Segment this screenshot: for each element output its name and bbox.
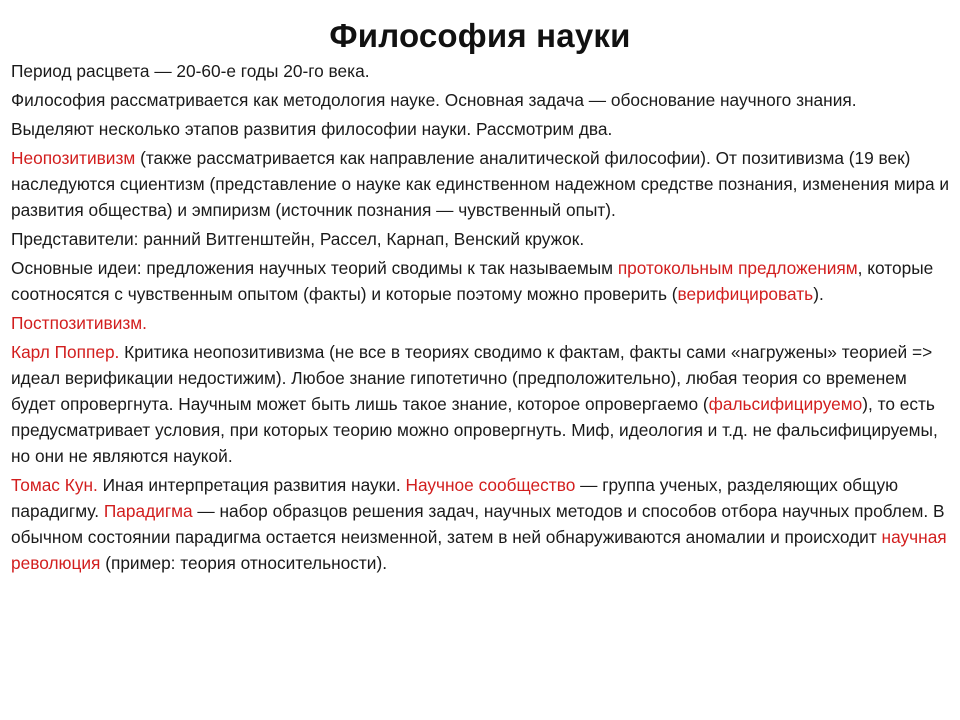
paragraph-text: Выделяют несколько этапов развития философии науки. Рассмотрим два. [11, 119, 613, 139]
paragraph-text: — набор образцов решения задач, научных методов и способов отбора научных проблем. В обычном состоянии парадигма остается неизменной, затем в ней обнаруживаются аномалии и происходит [11, 501, 945, 547]
paragraph-8 [11, 339, 951, 469]
highlighted-term: Томас Кун. [11, 475, 98, 495]
paragraph-text: Период расцвета — 20-60-е годы 20-го века. [11, 61, 370, 81]
highlighted-term: Карл Поппер. [11, 342, 120, 362]
paragraph-6 [11, 255, 951, 307]
highlighted-term: фальсифицируемо [708, 394, 863, 414]
highlighted-term: протокольным предложениям [617, 258, 858, 278]
paragraph-text: Иная интерпретация развития науки. [97, 475, 406, 495]
paragraph-text: (также рассматривается как направление аналитической философии). От позитивизма (19 век) наследуются сциентизм (представление о науке как единственном надежном средстве познания, изменения мира и развития общества) и эмпиризм (источник познания — чувственный опыт). [11, 148, 950, 220]
highlighted-term: Научное сообщество [405, 475, 576, 495]
highlighted-term: верифицировать [677, 284, 814, 304]
paragraph-text: (пример: теория относительности). [100, 553, 388, 573]
slide-body [11, 58, 951, 579]
paragraph-text: ). [813, 284, 824, 304]
slide-title: Философия науки [329, 17, 631, 54]
paragraph-text: ), то есть предусматривает условия, при которых теорию можно опровергнуть. Миф, идеология и т.д. не фальсифицируемы, но они не являются наукой. [11, 394, 938, 466]
paragraph-text: Основные идеи: предложения научных теорий сводимы к так называемым [11, 258, 618, 278]
paragraph-7 [11, 310, 951, 336]
paragraph-9 [11, 472, 951, 576]
paragraph-5 [11, 226, 951, 252]
highlighted-term: Неопозитивизм [11, 148, 136, 168]
paragraph-text: Представители: ранний Витгенштейн, Рассел, Карнап, Венский кружок. [11, 229, 585, 249]
highlighted-term: Постпозитивизм. [11, 313, 147, 333]
paragraph-1 [11, 58, 951, 84]
highlighted-term: Парадигма [103, 501, 193, 521]
paragraph-3 [11, 116, 951, 142]
paragraph-text: , которые соотносятся с чувственным опытом (факты) и которые поэтому можно проверить ( [11, 258, 934, 304]
paragraph-text: Критика неопозитивизма (не все в теориях сводимо к фактам, факты сами «нагружены» теорией => идеал верификации недостижим). Любое знание гипотетично (предположительно), любая теория со временем будет опровергнута. Научным может быть лишь такое знание, которое опровергаемо ( [11, 342, 933, 414]
paragraph-text: Философия рассматривается как методология науке. Основная задача — обоснование научного знания. [11, 90, 857, 110]
paragraph-2 [11, 87, 951, 113]
highlighted-term: научная революция [11, 527, 947, 573]
paragraph-4 [11, 145, 951, 223]
paragraph-text: — группа ученых, разделяющих общую парадигму. [11, 475, 899, 521]
